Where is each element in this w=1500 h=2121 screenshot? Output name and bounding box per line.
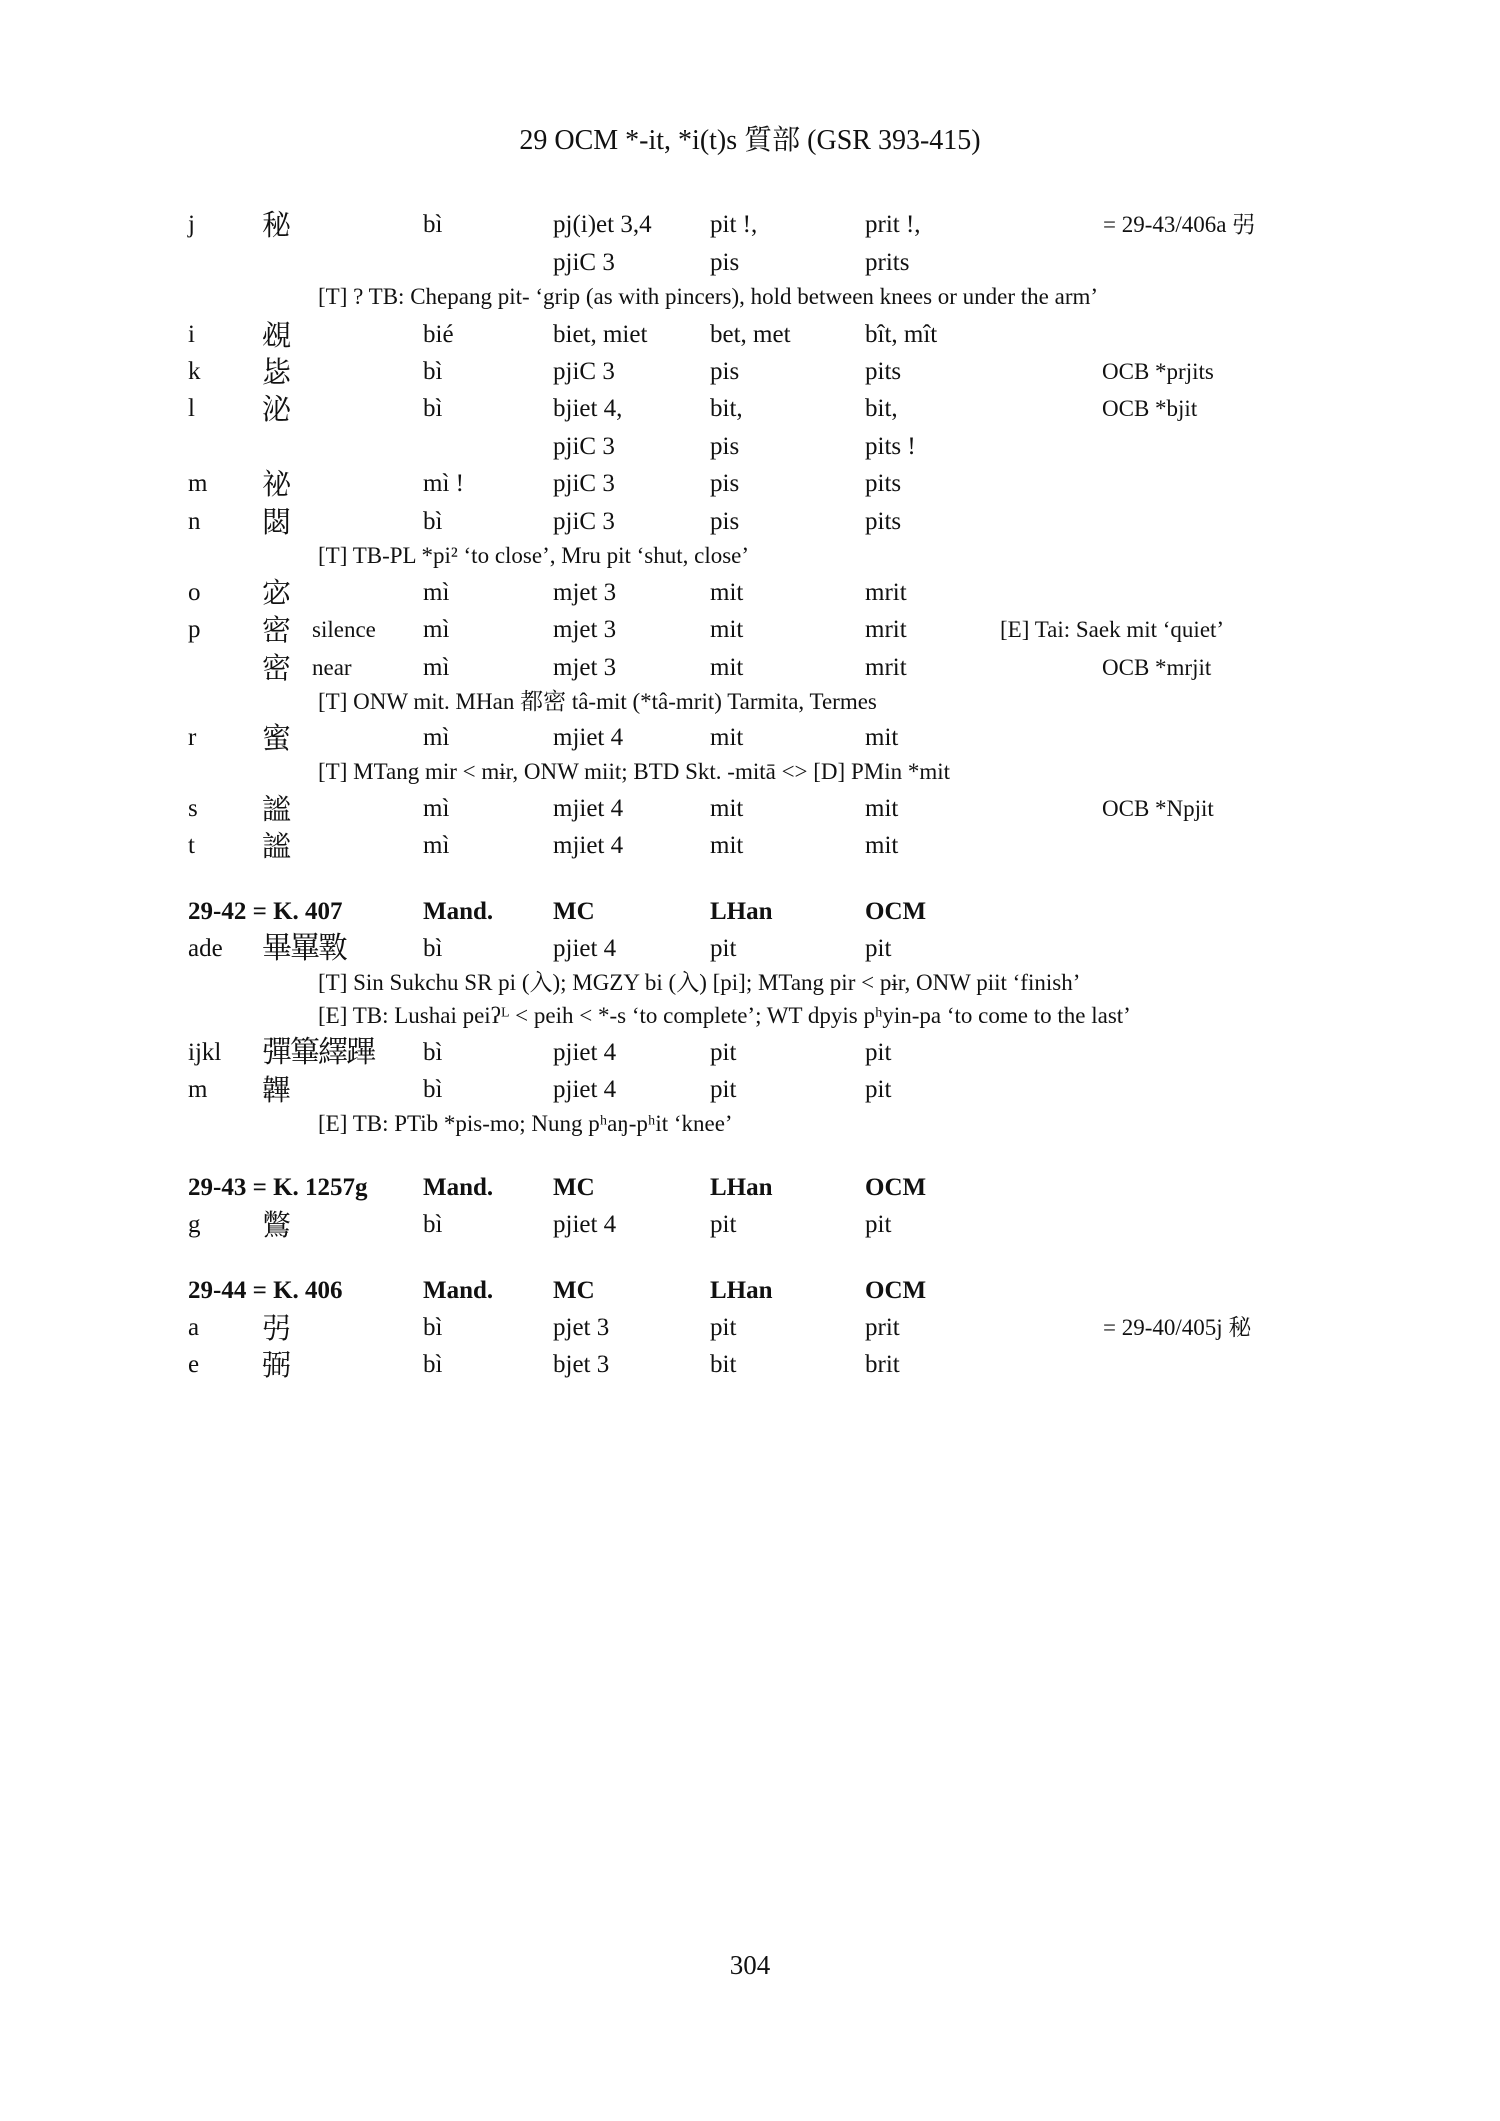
middle-chinese: mjiet 4 xyxy=(553,724,624,751)
cross-reference: = 29-40/405j 秘 xyxy=(1103,1315,1252,1340)
table-row xyxy=(0,1348,1500,1384)
entry-id: l xyxy=(188,395,195,422)
mandarin: bì xyxy=(423,211,443,238)
entry-id: m xyxy=(188,1076,208,1103)
table-row xyxy=(0,932,1500,968)
old-chinese: pits xyxy=(865,470,902,497)
entry-id: g xyxy=(188,1211,201,1238)
later-han: pit xyxy=(710,1211,737,1238)
later-han: pit xyxy=(710,1039,737,1066)
mandarin: bì xyxy=(423,1351,443,1378)
later-han: pit !, xyxy=(710,211,758,238)
later-han: mit xyxy=(710,616,744,643)
entry-id: k xyxy=(188,358,201,385)
gloss: silence xyxy=(312,617,376,642)
later-han: mit xyxy=(710,579,744,606)
mandarin: bì xyxy=(423,395,443,422)
section-header xyxy=(0,1171,1500,1207)
table-row xyxy=(0,208,1500,244)
middle-chinese: bjet 3 xyxy=(553,1351,610,1378)
section-id: 29-43 = K. 1257g xyxy=(188,1174,368,1201)
mandarin: mì xyxy=(423,579,450,606)
mandarin: bì xyxy=(423,1076,443,1103)
mandarin: bì xyxy=(423,1039,443,1066)
character: 密 xyxy=(262,613,292,647)
column-mandarin: Mand. xyxy=(423,898,494,925)
later-han: mit xyxy=(710,654,744,681)
character: 彈篳繹蹕 xyxy=(262,1035,374,1070)
old-chinese: mit xyxy=(865,795,899,822)
column-mc: MC xyxy=(553,1277,595,1304)
later-han: pit xyxy=(710,1076,737,1103)
middle-chinese: pjiet 4 xyxy=(553,1211,617,1238)
column-ocm: OCM xyxy=(865,1174,927,1201)
middle-chinese: pjet 3 xyxy=(553,1314,610,1341)
entry-id: n xyxy=(188,508,201,535)
column-lhan: LHan xyxy=(710,1174,773,1201)
later-han: mit xyxy=(710,832,744,859)
mandarin: bì xyxy=(423,1211,443,1238)
character: 韠 xyxy=(262,1073,292,1107)
character: 弼 xyxy=(262,1348,292,1382)
mandarin: mì xyxy=(423,654,450,681)
entry-id: r xyxy=(188,724,197,751)
column-mandarin: Mand. xyxy=(423,1174,494,1201)
old-chinese: prit !, xyxy=(865,211,921,238)
table-row xyxy=(0,1311,1500,1347)
character: 閟 xyxy=(262,505,292,539)
entry-id: o xyxy=(188,579,201,606)
character: 泌 xyxy=(262,392,292,426)
middle-chinese: mjiet 4 xyxy=(553,832,624,859)
character: 畢罼斁 xyxy=(262,931,346,966)
character: 祕 xyxy=(262,467,292,501)
old-chinese: prit xyxy=(865,1314,900,1341)
etymology-note: [T] Sin Sukchu SR pi (入); MGZY bi (入) [pi]; MTang pir < pɨr, ONW piit ‘finish’ xyxy=(318,970,1081,995)
later-han: pit xyxy=(710,1314,737,1341)
old-chinese: pits xyxy=(865,358,902,385)
table-row xyxy=(0,246,1500,282)
middle-chinese: pjiC 3 xyxy=(553,470,615,497)
table-row xyxy=(0,1208,1500,1244)
later-han: bit xyxy=(710,1351,737,1378)
column-ocm: OCM xyxy=(865,898,927,925)
old-chinese: mit xyxy=(865,832,899,859)
table-row xyxy=(0,430,1500,466)
table-row xyxy=(0,721,1500,757)
section-header xyxy=(0,1274,1500,1310)
middle-chinese: pjiet 4 xyxy=(553,935,617,962)
comparison-note: OCB *mrjit xyxy=(1102,655,1212,680)
etymology-note: [T] ONW mit. MHan 都密 tâ-mit (*tâ-mrit) Tarmita, Termes xyxy=(318,689,877,714)
comparison-note: OCB *Npjit xyxy=(1102,796,1214,821)
table-row xyxy=(0,576,1500,612)
entry-id: p xyxy=(188,616,201,643)
old-chinese: pit xyxy=(865,935,892,962)
column-mc: MC xyxy=(553,1174,595,1201)
character: 秘 xyxy=(262,208,292,242)
middle-chinese: mjet 3 xyxy=(553,654,617,681)
character: 覕 xyxy=(262,318,292,352)
old-chinese: bît, mît xyxy=(865,321,938,348)
old-chinese: mrit xyxy=(865,616,907,643)
table-row xyxy=(0,355,1500,391)
old-chinese: bit, xyxy=(865,395,898,422)
mandarin: mì xyxy=(423,832,450,859)
later-han: mit xyxy=(710,795,744,822)
later-han: mit xyxy=(710,724,744,751)
entry-id: m xyxy=(188,470,208,497)
later-han: pis xyxy=(710,433,740,460)
mandarin: bì xyxy=(423,1314,443,1341)
etymology-note: [E] TB: PTib *pis-mo; Nung pʰaŋ-pʰit ‘knee’ xyxy=(318,1111,733,1136)
table-row xyxy=(0,651,1500,687)
etymology-note: [T] MTang mir < mɨr, ONW miit; BTD Skt. -mitā <> [D] PMin *mit xyxy=(318,759,951,784)
old-chinese: mit xyxy=(865,724,899,751)
section-header xyxy=(0,895,1500,931)
character: 宓 xyxy=(262,576,292,610)
middle-chinese: mjet 3 xyxy=(553,579,617,606)
middle-chinese: pjiC 3 xyxy=(553,249,615,276)
etymology-note: [E] Tai: Saek mit ‘quiet’ xyxy=(1000,617,1225,642)
mandarin: mì xyxy=(423,724,450,751)
old-chinese: brit xyxy=(865,1351,900,1378)
page-title: 29 OCM *-it, *i(t)s 質部 (GSR 393-415) xyxy=(519,125,981,156)
table-row xyxy=(0,829,1500,865)
table-row xyxy=(0,505,1500,541)
entry-id: t xyxy=(188,832,195,859)
character: 鷩 xyxy=(262,1208,292,1242)
character: 蜜 xyxy=(262,721,292,755)
table-row xyxy=(0,1073,1500,1109)
mandarin: mì ! xyxy=(423,470,464,497)
middle-chinese: mjet 3 xyxy=(553,616,617,643)
column-lhan: LHan xyxy=(710,1277,773,1304)
entry-id: s xyxy=(188,795,198,822)
middle-chinese: pj(i)et 3,4 xyxy=(553,211,652,238)
column-lhan: LHan xyxy=(710,898,773,925)
table-row xyxy=(0,792,1500,828)
entry-id: ijkl xyxy=(188,1039,222,1066)
section-id: 29-42 = K. 407 xyxy=(188,898,343,925)
table-row xyxy=(0,1036,1500,1072)
entry-id: a xyxy=(188,1314,200,1341)
mandarin: bì xyxy=(423,358,443,385)
later-han: bet, met xyxy=(710,321,791,348)
later-han: bit, xyxy=(710,395,743,422)
mandarin: mì xyxy=(423,795,450,822)
old-chinese: pits xyxy=(865,508,902,535)
later-han: pit xyxy=(710,935,737,962)
mandarin: bié xyxy=(423,321,454,348)
mandarin: mì xyxy=(423,616,450,643)
middle-chinese: pjiC 3 xyxy=(553,358,615,385)
comparison-note: OCB *bjit xyxy=(1102,396,1198,421)
middle-chinese: pjiC 3 xyxy=(553,433,615,460)
table-row xyxy=(0,467,1500,503)
column-mc: MC xyxy=(553,898,595,925)
old-chinese: prits xyxy=(865,249,910,276)
cross-reference: = 29-43/406a 弜 xyxy=(1103,212,1256,237)
column-ocm: OCM xyxy=(865,1277,927,1304)
entry-id: ade xyxy=(188,935,223,962)
etymology-note: [E] TB: Lushai peiʔᴸ < peih < *-s ‘to complete’; WT dpyis pʰyin-pa ‘to come to the last’ xyxy=(318,1003,1131,1028)
mandarin: bì xyxy=(423,935,443,962)
middle-chinese: pjiC 3 xyxy=(553,508,615,535)
old-chinese: mrit xyxy=(865,579,907,606)
character: 謐 xyxy=(262,829,292,863)
old-chinese: mrit xyxy=(865,654,907,681)
character: 弜 xyxy=(262,1311,292,1345)
entry-id: e xyxy=(188,1351,200,1378)
middle-chinese: mjiet 4 xyxy=(553,795,624,822)
later-han: pis xyxy=(710,249,740,276)
comparison-note: OCB *prjits xyxy=(1102,359,1214,384)
character: 密 xyxy=(262,651,292,685)
later-han: pis xyxy=(710,508,740,535)
later-han: pis xyxy=(710,470,740,497)
middle-chinese: bjiet 4, xyxy=(553,395,623,422)
middle-chinese: biet, miet xyxy=(553,321,648,348)
table-row xyxy=(0,392,1500,428)
entry-id: i xyxy=(188,321,195,348)
entry-id: j xyxy=(188,211,195,238)
etymology-note: [T] TB-PL *pi² ‘to close’, Mru pit ‘shut, close’ xyxy=(318,543,750,568)
page-number: 304 xyxy=(729,1950,771,1980)
old-chinese: pit xyxy=(865,1076,892,1103)
column-mandarin: Mand. xyxy=(423,1277,494,1304)
character: 毖 xyxy=(262,355,292,389)
old-chinese: pit xyxy=(865,1211,892,1238)
later-han: pis xyxy=(710,358,740,385)
mandarin: bì xyxy=(423,508,443,535)
old-chinese: pits ! xyxy=(865,433,916,460)
middle-chinese: pjiet 4 xyxy=(553,1076,617,1103)
middle-chinese: pjiet 4 xyxy=(553,1039,617,1066)
etymology-note: [T] ? TB: Chepang pit- ‘grip (as with pincers), hold between knees or under the arm’ xyxy=(318,284,1099,309)
gloss: near xyxy=(312,655,352,680)
section-id: 29-44 = K. 406 xyxy=(188,1277,343,1304)
character: 謐 xyxy=(262,792,292,826)
table-row xyxy=(0,318,1500,354)
table-row xyxy=(0,613,1500,649)
old-chinese: pit xyxy=(865,1039,892,1066)
